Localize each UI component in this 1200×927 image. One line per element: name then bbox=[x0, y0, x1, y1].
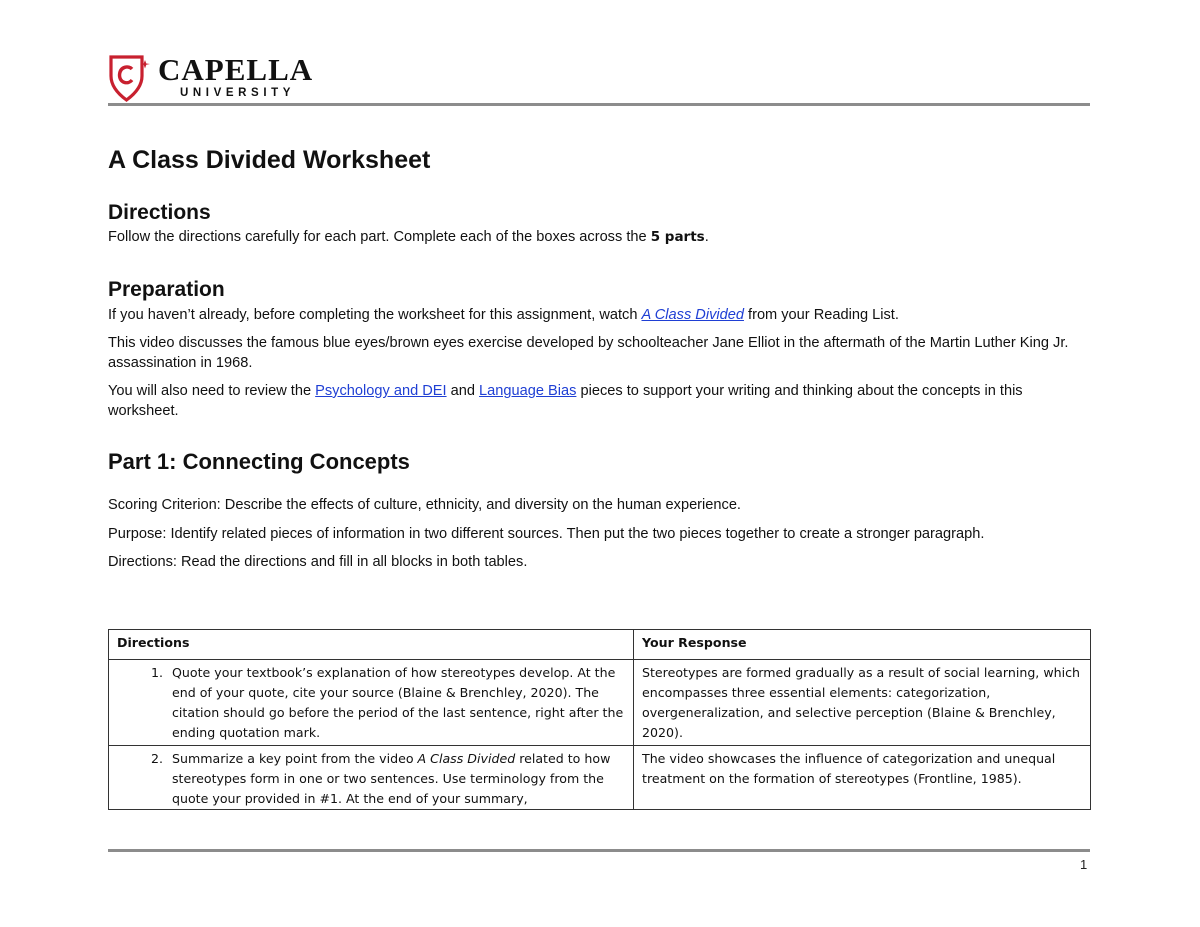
row1-directions-cell bbox=[109, 660, 634, 746]
part1-purpose: Purpose: Identify related pieces of information in two different sources. Then put the two pieces together to create a stronger paragraph. bbox=[108, 525, 985, 542]
part1-heading: Part 1: Connecting Concepts bbox=[108, 449, 410, 474]
row1-directions-text: Quote your textbook’s explanation of how stereotypes develop. At the end of your quote, cite your source (Blaine & Brenchley, 2020). The citation should go before the period of the last sentence, right after the ending quotation mark. bbox=[172, 665, 624, 740]
psychology-dei-link[interactable]: Psychology and DEI bbox=[315, 383, 447, 399]
brand-name: CAPELLA bbox=[158, 52, 314, 87]
row2-directions-end: related to how stereotypes form in one or two sentences. Use terminology from the quote your provided in #1. At the end of your summary, bbox=[172, 751, 611, 806]
document-body bbox=[108, 143, 1090, 573]
directions-heading: Directions bbox=[108, 201, 211, 224]
part1-scoring: Scoring Criterion: Describe the effects of culture, ethnicity, and diversity on the human experience. bbox=[108, 497, 741, 513]
page-number: 1 bbox=[1080, 857, 1088, 872]
row1-number: 1. bbox=[150, 665, 163, 680]
language-bias-link[interactable]: Language Bias bbox=[479, 383, 577, 399]
directions-text bbox=[108, 228, 1090, 248]
row2-directions-cell bbox=[109, 746, 634, 810]
preparation-p3-end: pieces to support your writing and thinking about the concepts in this worksheet. bbox=[108, 383, 1023, 419]
row2-directions bbox=[117, 749, 625, 807]
row2-number: 2. bbox=[150, 751, 163, 766]
preparation-p1-end: from your Reading List. bbox=[743, 306, 899, 323]
table-header-directions: Directions bbox=[109, 630, 634, 660]
preparation-p3-mid: and bbox=[446, 383, 480, 399]
preparation-heading: Preparation bbox=[108, 277, 225, 301]
document-title: A Class Divided Worksheet bbox=[108, 146, 431, 174]
connecting-concepts-table bbox=[108, 629, 1091, 810]
directions-bold: 5 parts bbox=[650, 229, 705, 245]
footer-rule bbox=[108, 849, 1090, 852]
row1-response-cell[interactable] bbox=[634, 660, 1091, 746]
directions-text-start: Follow the directions carefully for each part. Complete each of the boxes across the bbox=[108, 229, 651, 245]
preparation-p3 bbox=[108, 382, 1090, 421]
row1-directions bbox=[117, 663, 625, 743]
table-row bbox=[109, 746, 1091, 810]
header-rule bbox=[108, 103, 1090, 106]
preparation-p1 bbox=[108, 306, 1090, 326]
row1-response-text: Stereotypes are formed gradually as a result of social learning, which encompasses three essential elements: categorization, overgeneralization, and selective perception (Blaine & Brenchley, 2020). bbox=[642, 665, 1081, 740]
table-row bbox=[109, 660, 1091, 746]
a-class-divided-link[interactable]: A Class Divided bbox=[641, 306, 744, 323]
row2-clip bbox=[117, 749, 625, 807]
capella-logo bbox=[108, 52, 368, 104]
table-header-row bbox=[109, 630, 1091, 660]
preparation-p3-start: You will also need to review the bbox=[108, 383, 316, 399]
row2-video-title: A Class Divided bbox=[417, 751, 516, 766]
directions-text-end: . bbox=[704, 229, 709, 245]
row2-directions-text bbox=[172, 749, 625, 807]
capella-shield-icon bbox=[108, 52, 150, 102]
table-header-response: Your Response bbox=[634, 630, 1091, 660]
part1-directions: Directions: Read the directions and fill in all blocks in both tables. bbox=[108, 554, 528, 570]
row2-directions-start: Summarize a key point from the video bbox=[172, 751, 418, 766]
preparation-p2: This video discusses the famous blue eyes/brown eyes exercise developed by schoolteacher Jane Elliot in the aftermath of the Martin Luther King Jr. assassination in 1968. bbox=[108, 335, 1069, 371]
row2-response-text: The video showcases the influence of categorization and unequal treatment on the formation of stereotypes (Frontline, 1985). bbox=[642, 751, 1056, 786]
brand-subtitle: UNIVERSITY bbox=[180, 87, 296, 99]
row2-response-cell[interactable] bbox=[634, 746, 1091, 810]
preparation-p1-start: If you haven’t already, before completing the worksheet for this assignment, watch bbox=[108, 306, 642, 323]
